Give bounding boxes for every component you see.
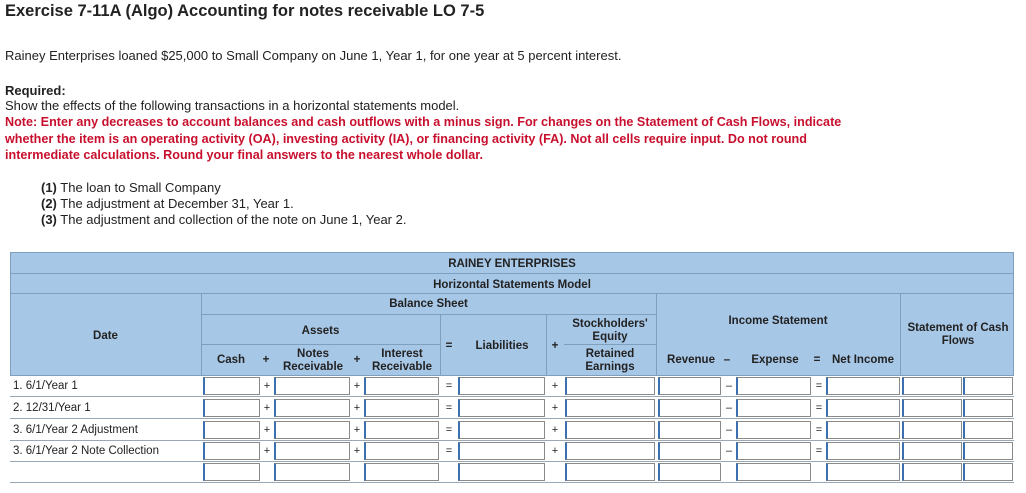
row-date-label: 2. 12/31/Year 1 bbox=[10, 398, 201, 418]
revenue-input[interactable] bbox=[658, 377, 721, 395]
cash-input[interactable] bbox=[203, 399, 260, 417]
notes-receivable-input[interactable] bbox=[274, 399, 350, 417]
row-date-label: 3. 6/1/Year 2 Note Collection bbox=[10, 441, 201, 461]
company-name: RAINEY ENTERPRISES bbox=[448, 258, 576, 270]
instructions-text: Show the effects of the following transactions in a horizontal statements model. bbox=[5, 98, 460, 113]
plus-sign: + bbox=[353, 445, 361, 457]
revenue-input[interactable] bbox=[658, 399, 721, 417]
cash-flow-amount-input[interactable] bbox=[902, 463, 962, 481]
net-income-header: Net Income bbox=[832, 354, 894, 366]
expense-input[interactable] bbox=[736, 442, 811, 460]
model-title: Horizontal Statements Model bbox=[433, 279, 591, 291]
cash-flow-activity-select[interactable] bbox=[963, 463, 1013, 481]
row-divider bbox=[10, 482, 1014, 483]
equals-sign: = bbox=[445, 380, 453, 392]
minus-sign: – bbox=[725, 380, 733, 392]
interest-receivable-input[interactable] bbox=[364, 399, 439, 417]
minus-sign: – bbox=[725, 424, 733, 436]
revenue-input[interactable] bbox=[658, 421, 721, 439]
revenue-header: Revenue bbox=[667, 354, 715, 366]
expense-input[interactable] bbox=[736, 377, 811, 395]
net-income-input[interactable] bbox=[826, 377, 900, 395]
cash-flow-activity-select[interactable] bbox=[963, 377, 1013, 395]
notes-receivable-input[interactable] bbox=[274, 421, 350, 439]
balance-sheet-header: Balance Sheet bbox=[389, 298, 468, 310]
equals-sign: = bbox=[815, 424, 823, 436]
plus-sign: + bbox=[262, 354, 270, 366]
minus-sign: – bbox=[725, 445, 733, 457]
plus-sign: + bbox=[551, 340, 559, 352]
date-column-header: Date bbox=[93, 330, 118, 342]
income-statement-header: Income Statement bbox=[728, 315, 828, 327]
equals-sign: = bbox=[445, 445, 453, 457]
notes-receivable-input[interactable] bbox=[274, 463, 350, 481]
expense-input[interactable] bbox=[736, 421, 811, 439]
plus-sign: + bbox=[551, 380, 559, 392]
equals-sign: = bbox=[445, 402, 453, 414]
notes-receivable-input[interactable] bbox=[274, 377, 350, 395]
plus-sign: + bbox=[263, 424, 271, 436]
plus-sign: + bbox=[353, 380, 361, 392]
interest-receivable-input[interactable] bbox=[364, 442, 439, 460]
stockholders-equity-header: Stockholders' Equity bbox=[572, 318, 648, 343]
equals-sign: = bbox=[813, 354, 821, 366]
equals-sign: = bbox=[815, 402, 823, 414]
cash-flow-amount-input[interactable] bbox=[902, 421, 962, 439]
problem-intro: Rainey Enterprises loaned $25,000 to Small Company on June 1, Year 1, for one year at 5 percent interest. bbox=[5, 48, 622, 63]
expense-header: Expense bbox=[751, 354, 799, 366]
assets-header: Assets bbox=[301, 325, 340, 337]
retained-earnings-input[interactable] bbox=[565, 377, 655, 395]
cash-flow-amount-input[interactable] bbox=[902, 442, 962, 460]
cash-flow-activity-select[interactable] bbox=[963, 421, 1013, 439]
interest-receivable-input[interactable] bbox=[364, 463, 439, 481]
required-label: Required: bbox=[5, 83, 66, 98]
liabilities-input[interactable] bbox=[458, 399, 545, 417]
row-divider bbox=[10, 418, 1014, 419]
minus-sign: – bbox=[723, 354, 731, 366]
interest-receivable-header: Interest Receivable bbox=[371, 348, 433, 373]
plus-sign: + bbox=[263, 445, 271, 457]
minus-sign: – bbox=[725, 402, 733, 414]
retained-earnings-header: Retained Earnings bbox=[585, 348, 635, 373]
plus-sign: + bbox=[353, 424, 361, 436]
cash-flow-activity-select[interactable] bbox=[963, 399, 1013, 417]
net-income-input[interactable] bbox=[826, 463, 900, 481]
notes-receivable-header: Notes Receivable bbox=[282, 348, 344, 373]
interest-receivable-input[interactable] bbox=[364, 377, 439, 395]
cash-flow-amount-input[interactable] bbox=[902, 399, 962, 417]
cash-input[interactable] bbox=[203, 377, 260, 395]
equals-sign: = bbox=[815, 445, 823, 457]
liabilities-input[interactable] bbox=[458, 442, 545, 460]
liabilities-input[interactable] bbox=[458, 463, 545, 481]
plus-sign: + bbox=[263, 402, 271, 414]
transaction-item: (2) The adjustment at December 31, Year 1. bbox=[41, 196, 294, 211]
cash-flow-amount-input[interactable] bbox=[902, 377, 962, 395]
row-date-label: 1. 6/1/Year 1 bbox=[10, 376, 201, 396]
page-title: Exercise 7-11A (Algo) Accounting for notes receivable LO 7-5 bbox=[5, 2, 485, 20]
retained-earnings-input[interactable] bbox=[565, 463, 655, 481]
interest-receivable-input[interactable] bbox=[364, 421, 439, 439]
equals-sign: = bbox=[815, 380, 823, 392]
retained-earnings-input[interactable] bbox=[565, 399, 655, 417]
expense-input[interactable] bbox=[736, 399, 811, 417]
cash-input[interactable] bbox=[203, 442, 260, 460]
liabilities-input[interactable] bbox=[458, 421, 545, 439]
net-income-input[interactable] bbox=[826, 399, 900, 417]
cash-flows-header: Statement of Cash Flows bbox=[907, 322, 1009, 347]
transaction-item: (3) The adjustment and collection of the note on June 1, Year 2. bbox=[41, 212, 407, 227]
row-divider bbox=[10, 396, 1014, 397]
plus-sign: + bbox=[353, 354, 361, 366]
liabilities-input[interactable] bbox=[458, 377, 545, 395]
plus-sign: + bbox=[551, 424, 559, 436]
retained-earnings-input[interactable] bbox=[565, 442, 655, 460]
row-date-label bbox=[10, 462, 201, 482]
equals-sign: = bbox=[445, 340, 453, 352]
revenue-input[interactable] bbox=[658, 463, 721, 481]
plus-sign: + bbox=[263, 380, 271, 392]
notes-receivable-input[interactable] bbox=[274, 442, 350, 460]
cash-header: Cash bbox=[216, 354, 246, 366]
cash-input[interactable] bbox=[203, 463, 260, 481]
liabilities-header: Liabilities bbox=[475, 340, 529, 352]
net-income-input[interactable] bbox=[826, 442, 900, 460]
transaction-item: (1) The loan to Small Company bbox=[41, 180, 221, 195]
row-date-label: 3. 6/1/Year 2 Adjustment bbox=[10, 420, 201, 440]
plus-sign: + bbox=[551, 445, 559, 457]
retained-earnings-input[interactable] bbox=[565, 421, 655, 439]
cash-flow-activity-select[interactable] bbox=[963, 442, 1013, 460]
plus-sign: + bbox=[353, 402, 361, 414]
note-text: Note: Enter any decreases to account balances and cash outflows with a minus sign. For changes on the Statement of Cash Flows, indicate whether the item is an operating activity (OA), investing activity (IA), or financing activity (FA). Not all cells require input. Do not round intermediate calculations. Round your final answers to the nearest whole dollar. bbox=[5, 115, 842, 162]
cash-input[interactable] bbox=[203, 421, 260, 439]
plus-sign: + bbox=[551, 402, 559, 414]
net-income-input[interactable] bbox=[826, 421, 900, 439]
equals-sign: = bbox=[445, 424, 453, 436]
expense-input[interactable] bbox=[736, 463, 811, 481]
revenue-input[interactable] bbox=[658, 442, 721, 460]
